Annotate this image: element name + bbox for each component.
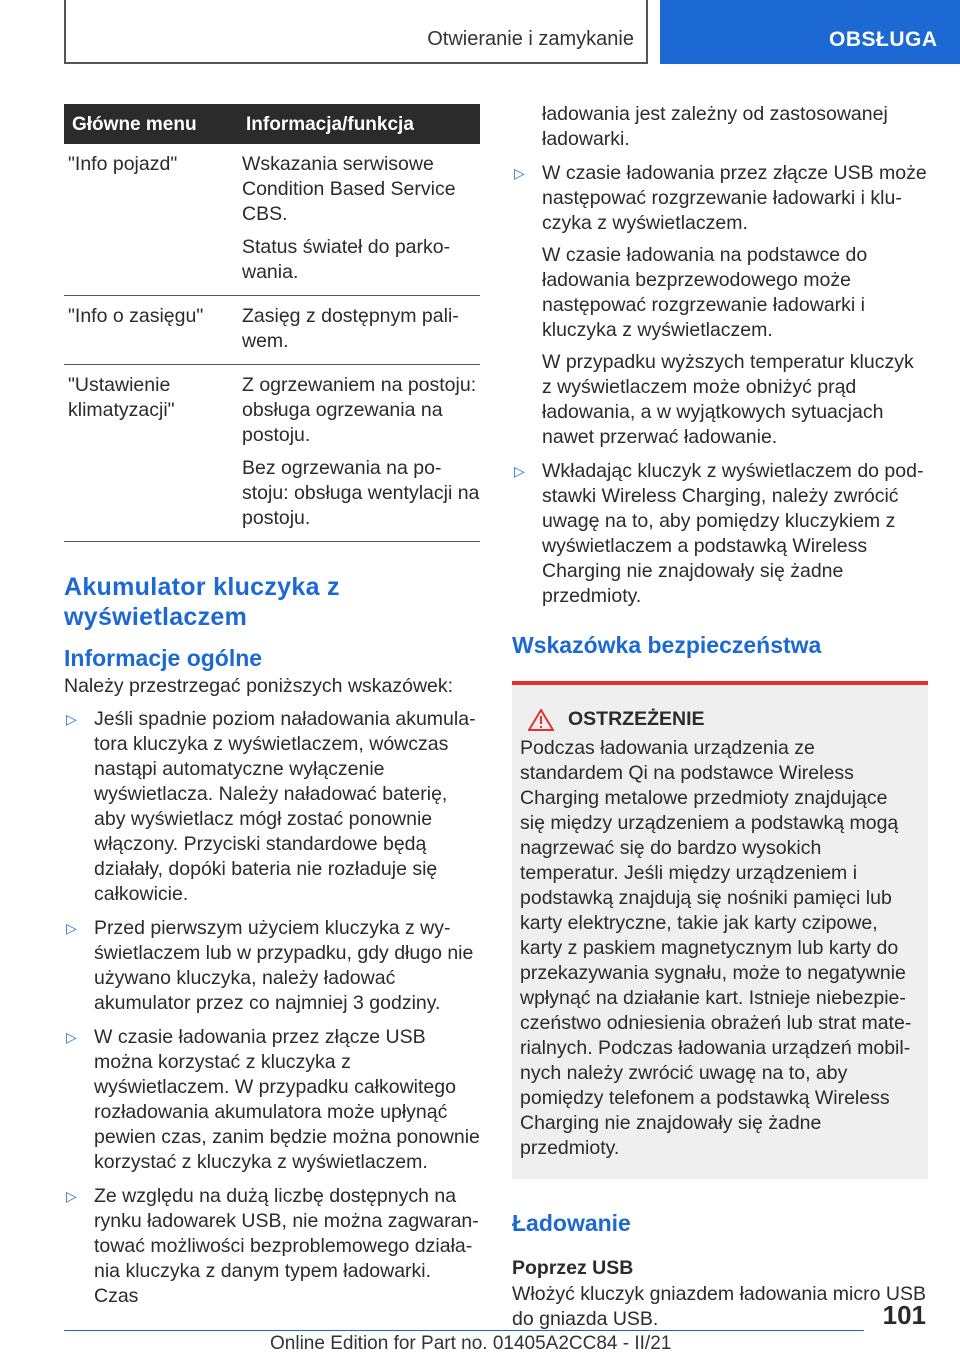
safety-heading: Wskazówka bezpieczeństwa	[512, 632, 822, 658]
header-box	[64, 0, 648, 64]
list-item	[64, 1025, 480, 1175]
info-text: Z ogrzewaniem na postoju: obsługa ogrzewania na postoju.	[242, 374, 477, 446]
edition-text: Online Edition for Part no. 01405A2CC84 - II/21	[270, 1333, 672, 1354]
list-item-text: W czasie ładowania przez złącze USB można korzystać z kluczyka z wyświetlaczem. W przypadku całkowitego rozładowania akumulatora może upłynąć pewien czas, zanim będzie można ponownie korzystać z kluczyka z wyświetlaczem.	[94, 1026, 480, 1173]
page-number: 101	[882, 1300, 926, 1330]
left-column	[64, 104, 480, 1318]
table-header-info: Informacja/funkcja	[238, 104, 480, 144]
list-item-text: W czasie ładowania przez złącze USB może następować rozgrzewanie ładowarki i kluczyka z wyświetlaczem.	[542, 162, 927, 234]
warning-header	[528, 707, 916, 732]
triangle-bullet-icon: ▷	[514, 463, 525, 479]
section-title: Otwieranie i zamykanie	[427, 28, 634, 50]
usb-text: Włożyć kluczyk gniazdem ładowania micro USB do gniazda USB.	[512, 1283, 926, 1330]
table-cell-info	[238, 365, 480, 542]
list-item-text: Jeśli spadnie poziom naładowania akumulatora kluczyka z wyświetlaczem, wówczas nastąpi automatyczne wyłączenie wyświetlacza. Należy naładować baterię, aby wyświetlacz mógł zostać ponownie włączony. Przyciski standardowe będą działały, dopóki bateria nie rozładuje się całkowicie.	[94, 708, 476, 905]
table-cell-menu: "Info o zasięgu"	[64, 296, 238, 365]
table-row	[64, 296, 480, 365]
table-cell-menu: "Ustawienie klimatyzacji"	[64, 365, 238, 542]
list-item	[64, 707, 480, 907]
menu-table	[64, 104, 480, 542]
info-text: Bez ogrzewania na postoju: obsługa wentylacji na postoju.	[242, 457, 480, 529]
list-item-text: W przypadku wyższych temperatur kluczyk z wyświetlaczem może obniżyć prąd ładowania, a w wyjątkowych sytuacjach nawet przerwać ładowanie.	[542, 351, 914, 448]
table-cell-menu: "Info pojazd"	[64, 144, 238, 296]
chapter-tab[interactable]	[660, 0, 960, 64]
list-item-text: Przed pierwszym użyciem kluczyka z wyświetlaczem lub w przypadku, gdy długo nie używano kluczyka, należy ładować akumulator przez co najmniej 3 godziny.	[94, 917, 474, 1014]
charging-heading: Ładowanie	[512, 1210, 631, 1236]
warning-text: Podczas ładowania urządzenia ze standardem Qi na podstawce Wireless Charging metalowe przedmioty znajdujące się między urządzeniem a podstawką mogą nagrzewać się do bardzo wysokich temperatur. Jeśli między urządzeniem i podstawką znajdują się nośniki pamięci lub karty elektryczne, takie jak karty czipowe, karty z paskiem magnetycznym lub karty do przekazywania sygnału, może to negatywnie wpłynąć na działanie kart. Istnieje niebezpieczeństwo odniesienia obrażeń lub strat materialnych. Podczas ładowania urządzeń mobilnych należy zwrócić uwagę na to, aby pomiędzy telefonem a podstawką Wireless Charging nie znajdowały się żadne przedmioty.	[520, 737, 912, 1159]
triangle-bullet-icon: ▷	[66, 711, 77, 727]
section-heading: Akumulator kluczyka z wyświetlaczem	[64, 573, 340, 631]
usb-heading: Poprzez USB	[512, 1257, 634, 1279]
triangle-bullet-icon: ▷	[66, 920, 77, 936]
list-item-text: Wkładając kluczyk z wyświetlaczem do podstawki Wireless Charging, należy zwrócić uwagę na to, aby pomiędzy kluczykiem z wyświetlaczem a podstawką Wireless Charging nie znajdowały się żadne przedmioty.	[542, 460, 924, 607]
table-row	[64, 365, 480, 542]
table-cell-info	[238, 296, 480, 365]
list-item	[512, 161, 928, 450]
bullet-list	[64, 707, 480, 1309]
subsection-heading: Informacje ogólne	[64, 645, 263, 671]
list-item	[64, 1184, 480, 1309]
intro-text: Należy przestrzegać poniższych wskazówek:	[64, 675, 454, 697]
list-item	[512, 459, 928, 609]
list-item-text: W czasie ładowania na podstawce do ładowania bezprzewodowego może następować rozgrzewanie ładowarki i kluczyka z wyświetlaczem.	[542, 244, 868, 341]
list-item-text: Ze względu na dużą liczbę dostępnych na rynku ładowarek USB, nie można zagwarantować możliwości bezproblemowego działania kluczyka z danym typem ładowarki. Czas	[94, 1185, 479, 1307]
chapter-label: OBSŁUGA	[829, 28, 938, 51]
continued-text: ładowania jest zależny od zastosowanej ładowarki.	[542, 103, 888, 150]
triangle-bullet-icon: ▷	[66, 1029, 77, 1045]
bullet-list	[512, 161, 928, 609]
info-text: Status świateł do parkowania.	[242, 236, 451, 283]
footer-divider	[64, 1330, 864, 1331]
list-item	[64, 916, 480, 1016]
warning-label: OSTRZEŻENIE	[568, 708, 705, 730]
info-text: Zasięg z dostępnym paliwem.	[242, 305, 459, 352]
triangle-bullet-icon: ▷	[514, 165, 525, 181]
table-header-menu: Główne menu	[64, 104, 238, 144]
table-row	[64, 144, 480, 296]
warning-box	[512, 681, 928, 1179]
triangle-bullet-icon: ▷	[66, 1188, 77, 1204]
table-cell-info	[238, 144, 480, 296]
warning-triangle-icon	[528, 709, 554, 731]
info-text: Wskazania serwisowe Condition Based Service CBS.	[242, 153, 456, 225]
right-column	[512, 104, 928, 1332]
